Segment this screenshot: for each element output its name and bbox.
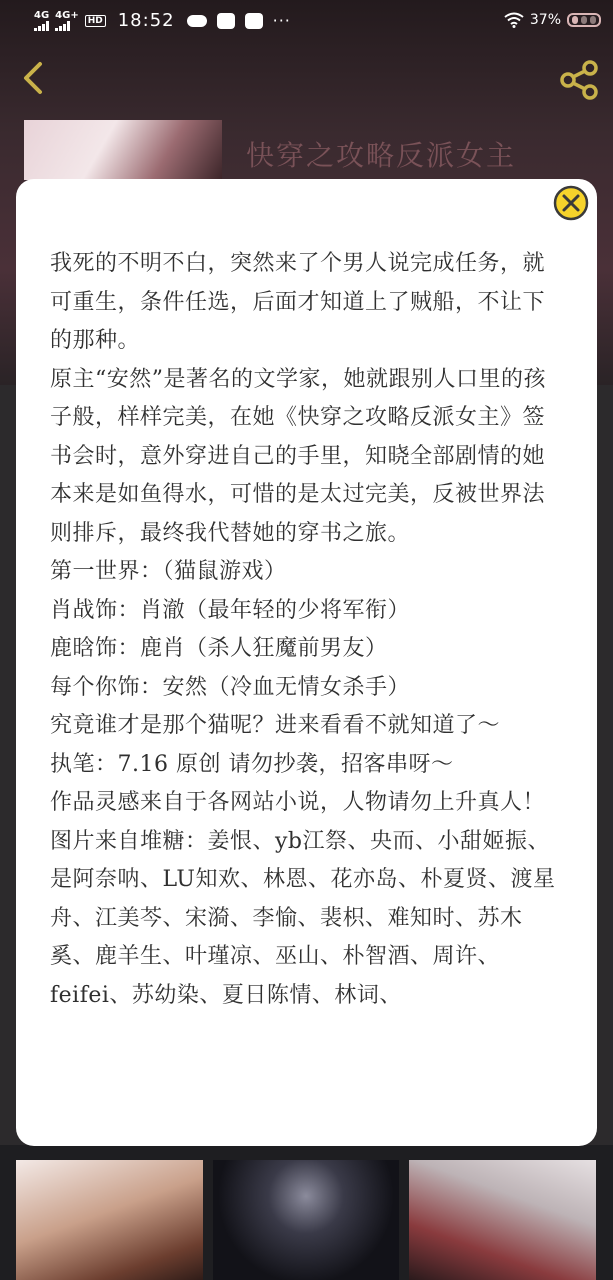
battery-icon xyxy=(567,13,601,27)
more-notifications: ··· xyxy=(272,11,291,30)
wifi-icon xyxy=(504,12,524,28)
notification-icon xyxy=(217,13,235,29)
back-arrow-icon[interactable] xyxy=(14,58,54,98)
synopsis-paragraph: 执笔：7.16 原创 请勿抄袭，招客串呀～ xyxy=(50,751,454,777)
network-type-2: 4G+ xyxy=(55,9,79,21)
signal-1 xyxy=(34,11,49,31)
synopsis-paragraph: 每个你饰：安然（冷血无情女杀手） xyxy=(50,674,411,700)
recommendation-strip xyxy=(16,1160,596,1280)
recommendation-cover[interactable] xyxy=(16,1160,203,1280)
synopsis-paragraph: 作品灵感来自于各网站小说，人物请勿上升真人！ xyxy=(50,790,546,815)
synopsis-text xyxy=(50,245,558,1115)
recommendation-cover[interactable] xyxy=(409,1160,596,1280)
synopsis-paragraph: 究竟谁才是那个猫呢？进来看看不就知道了～ xyxy=(50,713,501,738)
clock: 18:52 xyxy=(117,10,175,31)
signal-2 xyxy=(55,11,79,31)
hd-voice-icon: HD xyxy=(85,15,106,27)
synopsis-paragraph: 原主“安然”是著名的文学家，她就跟别人口里的孩子般，样样完美，在她《快穿之攻略反派女主》签书会时，意外穿进自己的手里，知晓全部剧情的她本来是如鱼得水，可惜的是太过完美，反被世界法则排斥，最终我代替她的穿书之旅。 xyxy=(50,366,546,546)
synopsis-paragraph: 第一世界：（猫鼠游戏） xyxy=(50,559,287,584)
close-icon[interactable] xyxy=(553,185,589,221)
synopsis-paragraph: 图片来自堆糖：姜恨、yb江祭、央而、小甜姬振、是阿奈呐、LU知欢、林恩、花亦岛、朴夏贤、渡星舟、江美芩、宋漪、李愉、裴枳、难知时、苏木奚、鹿羊生、叶瑾凉、巫山、朴智酒、周许、feifei、苏幼染、夏日陈情、林词、 xyxy=(50,828,556,1008)
book-cover xyxy=(24,120,222,180)
share-icon[interactable] xyxy=(556,58,602,102)
notification-icon xyxy=(245,13,263,29)
signal-bars-icon xyxy=(34,21,49,31)
recommendation-cover[interactable] xyxy=(213,1160,400,1280)
status-bar xyxy=(0,0,613,44)
status-left xyxy=(34,10,291,31)
synopsis-paragraph: 肖战饰：肖澈（最年轻的少将军衔） xyxy=(50,597,411,623)
battery-percent: 37% xyxy=(529,12,561,28)
network-type-1: 4G xyxy=(34,9,50,21)
synopsis-paragraph: 鹿晗饰：鹿肖（杀人狂魔前男友） xyxy=(50,636,388,661)
signal-bars-icon xyxy=(55,21,70,31)
status-right xyxy=(504,12,601,28)
cloud-icon xyxy=(187,15,207,27)
synopsis-dialog xyxy=(16,179,597,1146)
book-title: 快穿之攻略反派女主 xyxy=(246,139,517,172)
synopsis-paragraph: 我死的不明不白，突然来了个男人说完成任务，就可重生，条件任选，后面才知道上了贼船，不让下的那种。 xyxy=(50,251,546,353)
